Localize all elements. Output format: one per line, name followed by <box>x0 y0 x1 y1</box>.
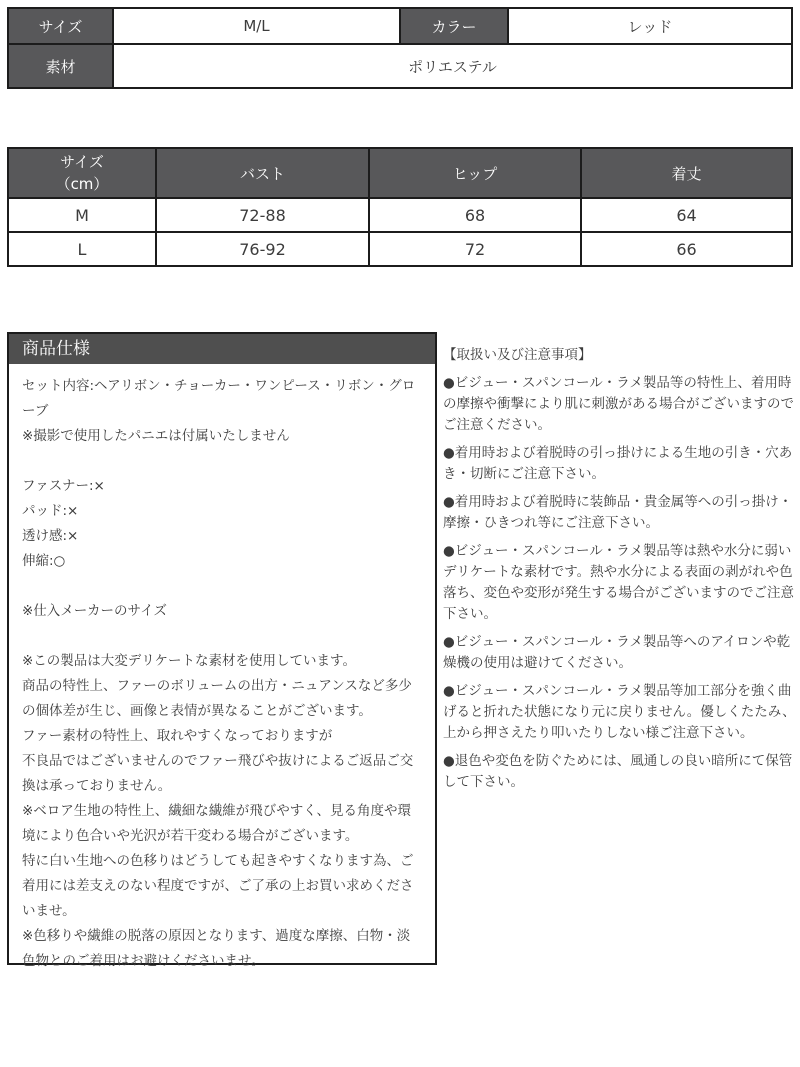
precaution-item: ●退色や変色を防ぐためには、風通しの良い暗所にて保管して下さい。 <box>443 753 793 790</box>
precaution-item: ●ビジュー・スパンコール・ラメ製品等加工部分を強く曲げると折れた状態になり元に戻りません。優しくたたみ、上から押さえたり叩いたりしない様ご注意下さい。 <box>443 683 796 741</box>
spec-line: 特に白い生地への色移りはどうしても起きやすくなります為、ご着用には差支えのない程度ですが、ご了承の上お買い求めくださいませ。 <box>22 853 414 919</box>
precautions-title: 【取扱い及び注意事項】 <box>443 347 592 363</box>
bust-cell: 72-88 <box>156 198 369 232</box>
hip-cell: 68 <box>369 198 581 232</box>
size-label-cell: サイズ <box>8 8 113 44</box>
spec-line: 不良品ではございませんのでファー飛びや抜けによるご返品ご交換は承っておりません。 <box>22 753 414 794</box>
size-chart-header-row <box>8 148 792 198</box>
length-header-cell: 着丈 <box>581 148 792 198</box>
size-cm-header-cell <box>8 148 156 198</box>
spec-line: ファー素材の特性上、取れやすくなっておりますが <box>22 728 333 744</box>
size-header-line1: サイズ <box>60 153 104 171</box>
size-chart-table <box>7 147 793 267</box>
spec-line: ※仕入メーカーのサイズ <box>22 603 167 619</box>
product-spec-text <box>9 364 435 974</box>
spec-line: 伸縮:○ <box>22 553 66 569</box>
product-spec-title: 商品仕様 <box>9 334 435 364</box>
precaution-item: ●ビジュー・スパンコール・ラメ製品等は熱や水分に弱いデリケートな素材です。熱や水分による表面の剥がれや色落ち、変色や変形が発生する場合がございますのでご注意下さい。 <box>443 543 794 622</box>
spec-line: ※ベロア生地の特性上、繊細な繊維が飛びやすく、見る角度や環境により色合いや光沢が若干変わる場合がございます。 <box>22 803 412 844</box>
spec-line: セット内容:ヘアリボン・チョーカー・ワンピース・リボン・グローブ <box>22 378 416 419</box>
length-cell: 64 <box>581 198 792 232</box>
size-cell: M <box>8 198 156 232</box>
hip-header-cell: ヒップ <box>369 148 581 198</box>
precaution-item: ●着用時および着脱時の引っ掛けによる生地の引き・穴あき・切断にご注意下さい。 <box>443 445 793 482</box>
size-value-cell: M/L <box>113 8 400 44</box>
spec-line: パッド:× <box>22 503 79 519</box>
bust-header-cell: バスト <box>156 148 369 198</box>
length-cell: 66 <box>581 232 792 266</box>
table-row <box>8 8 792 44</box>
precaution-item: ●着用時および着脱時に装飾品・貴金属等への引っ掛け・摩擦・ひきつれ等にご注意下さい。 <box>443 494 793 531</box>
bust-cell: 76-92 <box>156 232 369 266</box>
precaution-item: ●ビジュー・スパンコール・ラメ製品等の特性上、着用時の摩擦や衝撃により肌に刺激がある場合がございますのでご注意ください。 <box>443 375 794 433</box>
spec-line: ※色移りや繊維の脱落の原因となります、過度な摩擦、白物・淡色物とのご着用はお避けくださいませ。 <box>22 928 411 969</box>
spec-line: ※この製品は大変デリケートな素材を使用しています。 <box>22 653 356 669</box>
material-value-cell: ポリエステル <box>113 44 792 88</box>
color-label-cell: カラー <box>400 8 508 44</box>
hip-cell: 72 <box>369 232 581 266</box>
precaution-item: ●ビジュー・スパンコール・ラメ製品等へのアイロンや乾燥機の使用は避けてください。 <box>443 634 791 671</box>
spec-line: 商品の特性上、ファーのボリュームの出方・ニュアンスなど多少の個体差が生じ、画像と表情が異なることがございます。 <box>22 678 412 719</box>
size-cell: L <box>8 232 156 266</box>
product-spec-table <box>7 7 793 89</box>
spec-line: ファスナー:× <box>22 478 105 494</box>
spec-line: ※撮影で使用したパニエは付属いたしません <box>22 428 290 444</box>
size-chart-row-l <box>8 232 792 266</box>
size-chart-row-m <box>8 198 792 232</box>
material-label-cell: 素材 <box>8 44 113 88</box>
color-value-cell: レッド <box>508 8 792 44</box>
size-header-line2: （cm） <box>55 175 109 193</box>
spec-line: 透け感:× <box>22 528 79 544</box>
table-row <box>8 44 792 88</box>
precautions-section <box>443 345 796 800</box>
product-spec-box <box>7 332 437 969</box>
